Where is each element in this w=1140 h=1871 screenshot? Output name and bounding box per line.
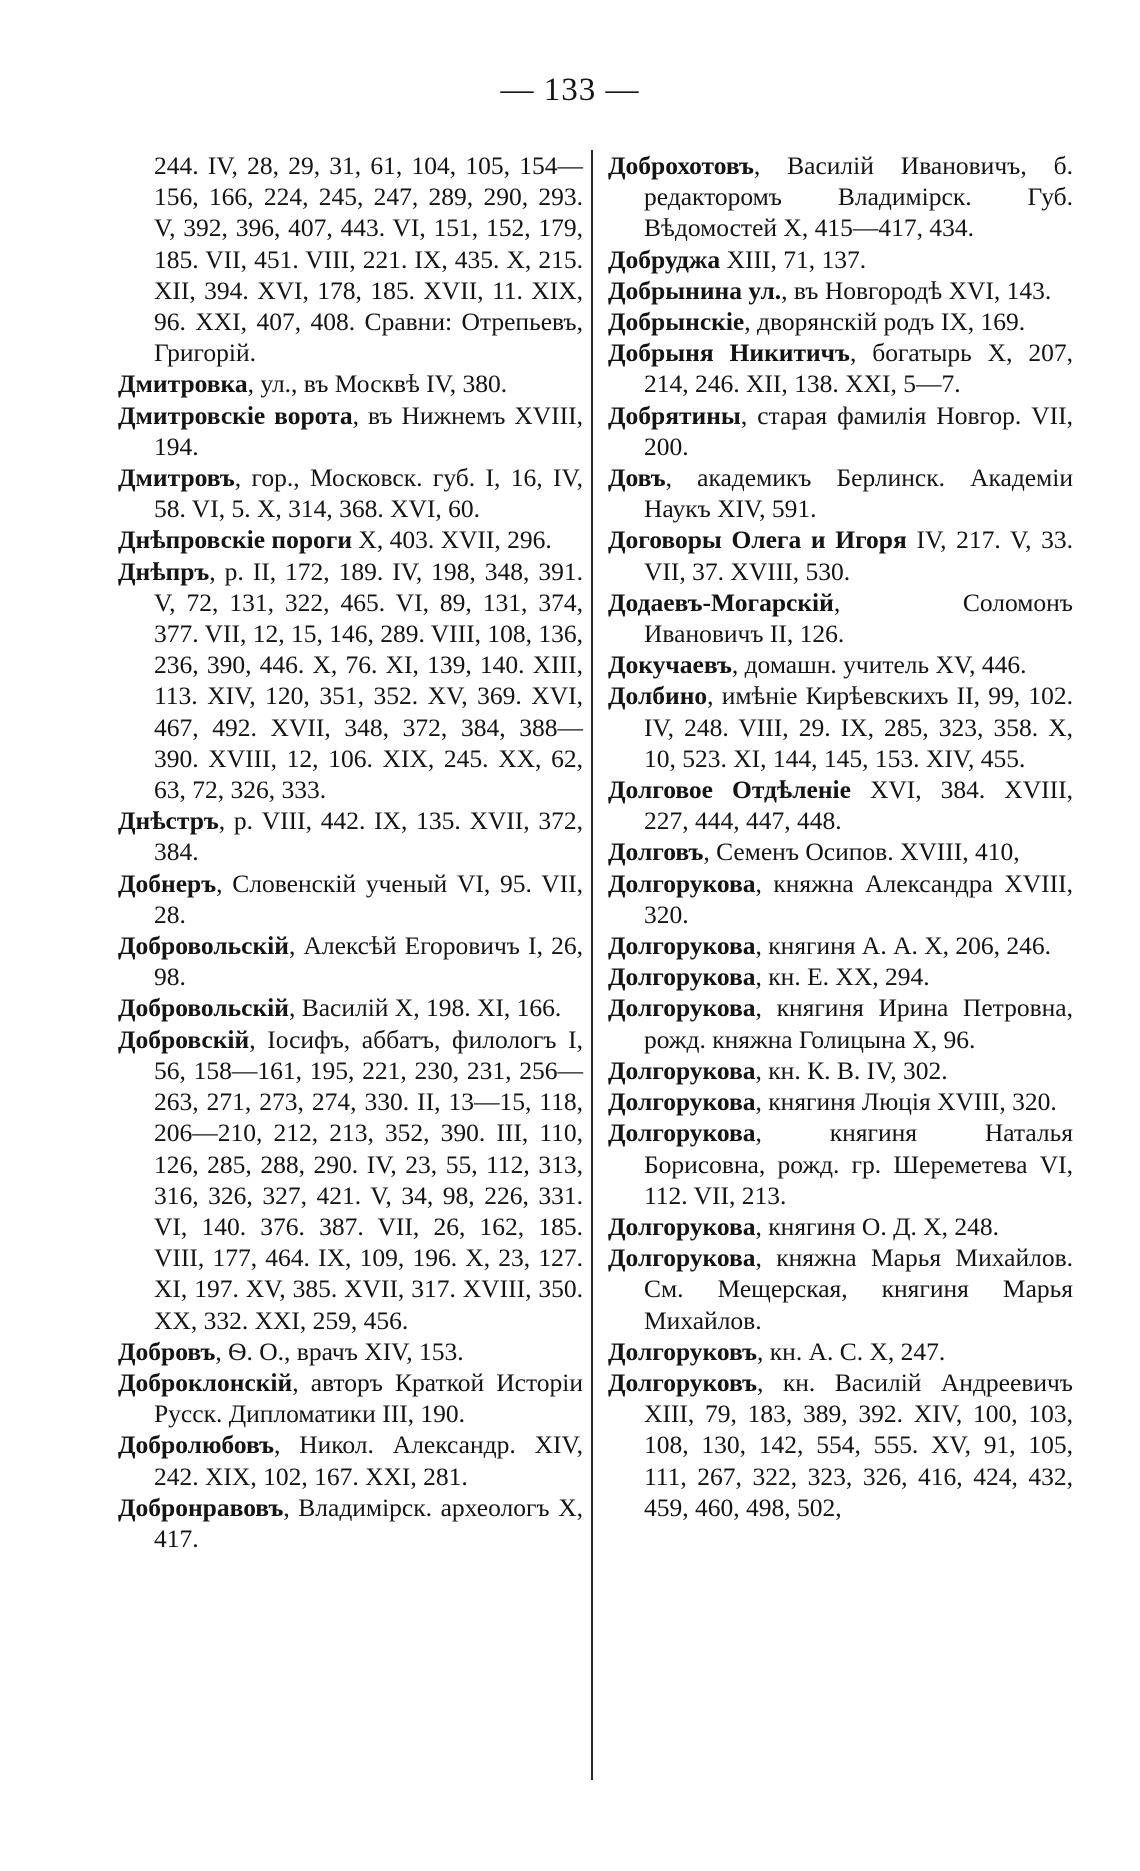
- entry-references: , гор., Московск. губ. I, 16, IV, 58. VI, 5. X, 314, 368. XVI, 60.: [154, 463, 583, 524]
- entry-heading: Долгорукова: [608, 1243, 756, 1273]
- index-entry: [118, 524, 583, 555]
- entry-references: , кн. А. С. X, 247.: [757, 1336, 946, 1366]
- index-entry: [118, 1367, 583, 1429]
- entry-heading: Добронравовъ: [118, 1492, 284, 1522]
- index-entry: [118, 462, 583, 524]
- entry-heading: Добровольскій: [118, 931, 289, 961]
- index-entry: [118, 400, 583, 462]
- index-entry: [118, 1336, 583, 1367]
- entry-heading: Днѣпровскіе пороги: [118, 525, 353, 555]
- entry-heading: Долговъ: [608, 837, 704, 867]
- right-column: [608, 150, 1073, 1523]
- entry-heading: Добровскій: [118, 1024, 250, 1054]
- entry-heading: Долгорукова: [608, 931, 756, 961]
- index-entry: [608, 587, 1073, 649]
- index-entry: [608, 868, 1073, 930]
- entry-references: , старая фамилія Новгор. VII, 200.: [644, 400, 1073, 461]
- entry-heading: Долгорукова: [608, 1118, 756, 1148]
- entry-references: X, 403. XVII, 296.: [352, 525, 552, 555]
- entry-heading: Долговое Отдѣленіе: [608, 775, 851, 805]
- entry-heading: Долгорукова: [608, 868, 756, 898]
- entry-heading: Добруджа: [608, 244, 721, 274]
- index-entry: [608, 462, 1073, 524]
- entry-references: , Словенскій ученый VI, 95. VII, 28.: [154, 868, 583, 929]
- entry-heading: Долгорукова: [608, 1211, 756, 1241]
- index-entry: [608, 1211, 1073, 1242]
- index-entry: [608, 150, 1073, 244]
- entry-heading: Довъ: [608, 463, 666, 493]
- entry-heading: Долгоруковъ: [608, 1367, 758, 1397]
- index-entry: [118, 1492, 583, 1554]
- index-entry: [608, 244, 1073, 275]
- entry-references: , въ Нижнемъ XVIII, 194.: [154, 400, 583, 461]
- entry-heading: Добрынскіе: [608, 307, 745, 337]
- index-entry: [118, 992, 583, 1023]
- entry-references: 244. IV, 28, 29, 31, 61, 104, 105, 154—156, 166, 224, 245, 247, 289, 290, 293. V, 392, 396, 407, 443. VI, 151, 152, 179, 185. VII, 451. VIII, 221. IX, 435. X, 215. XII, 394. XVI, 178, 185. XVII, 11. XIX, 96. XXI, 407, 408. Сравни: Отрепьевъ, Григорій.: [154, 151, 583, 368]
- entry-heading: Долбино: [608, 681, 708, 711]
- index-entry: [118, 805, 583, 867]
- entry-heading: Доброклонскій: [118, 1367, 293, 1397]
- index-entry: [118, 368, 583, 399]
- entry-references: , р. II, 172, 189. IV, 198, 348, 391. V, 72, 131, 322, 465. VI, 89, 131, 374, 377. VII, 12, 15, 146, 289. VIII, 108, 136, 236, 390, 446. X, 76. XI, 139, 140. XIII, 113. XIV, 120, 351, 352. XV, 369. XVI, 467, 492. XVII, 348, 372, 384, 388—390. XVIII, 12, 106. XIX, 245. XX, 62, 63, 72, 326, 333.: [154, 556, 583, 805]
- entry-references: XIII, 71, 137.: [720, 244, 867, 274]
- entry-references: XVI, 384. XVIII, 227, 444, 447, 448.: [644, 775, 1073, 836]
- index-entry: [608, 649, 1073, 680]
- index-entry: [118, 1429, 583, 1491]
- index-entry: [608, 337, 1073, 399]
- index-entry: [118, 556, 583, 806]
- index-entry: [608, 1055, 1073, 1086]
- entry-references: , Соломонъ Ивановичъ II, 126.: [644, 587, 1073, 649]
- entry-references: , ул., въ Москвѣ IV, 380.: [247, 369, 508, 399]
- entry-references: , княжна Марья Михайлов. См. Мещерская, княгиня Марья Михайлов.: [644, 1243, 1073, 1335]
- entry-references: , академикъ Берлинск. Академіи Наукъ XIV, 591.: [644, 463, 1073, 524]
- entry-heading: Дмитровка: [118, 369, 248, 399]
- index-entry: [608, 774, 1073, 836]
- entry-heading: Долгорукова: [608, 993, 756, 1023]
- entry-heading: Долгоруковъ: [608, 1336, 758, 1366]
- entry-references: , Никол. Александр. XIV, 242. XIX, 102, 167. XXI, 281.: [154, 1430, 583, 1491]
- entry-heading: Днѣпръ: [118, 556, 210, 586]
- index-entry: [608, 836, 1073, 867]
- index-entry: [608, 992, 1073, 1054]
- entry-heading: Добрыня Никитичъ: [608, 338, 850, 368]
- index-entry: [608, 961, 1073, 992]
- entry-heading: Дмитровъ: [118, 463, 235, 493]
- entry-heading: Добровольскій: [118, 993, 289, 1023]
- entry-references: , богатырь X, 207, 214, 246. XII, 138. XXI, 5—7.: [644, 338, 1073, 399]
- index-entry: [608, 306, 1073, 337]
- index-entry: [608, 1367, 1073, 1523]
- index-entry: [608, 524, 1073, 586]
- entry-references: , Іосифъ, аббатъ, филологъ I, 56, 158—161, 195, 221, 230, 231, 256—263, 271, 273, 274, 330. II, 13—15, 118, 206—210, 212, 213, 352, 390. III, 110, 126, 285, 288, 290. IV, 23, 55, 112, 313, 316, 326, 327, 421. V, 34, 98, 226, 331. VI, 140. 376. 387. VII, 26, 162, 185. VIII, 177, 464. IX, 109, 196. X, 23, 127. XI, 197. XV, 385. XVII, 317. XVIII, 350. XX, 332. XXI, 259, 456.: [154, 1024, 583, 1335]
- entry-heading: Добровъ: [118, 1336, 216, 1366]
- entry-references: , Алексѣй Егоровичъ I, 26, 98.: [154, 931, 583, 992]
- entry-heading: Добрынина ул.: [608, 275, 782, 305]
- entry-heading: Добрятины: [608, 400, 741, 430]
- entry-references: , авторъ Краткой Исторіи Русск. Дипломатики III, 190.: [154, 1367, 583, 1429]
- index-entry: [118, 150, 583, 368]
- index-entry: [608, 680, 1073, 774]
- entry-references: , Владимірск. археологъ X, 417.: [154, 1492, 583, 1553]
- entry-heading: Договоры Олега и Игоря: [608, 525, 907, 555]
- entry-references: , имѣніе Кирѣевскихъ II, 99, 102. IV, 248. VIII, 29. IX, 285, 323, 358. X, 10, 523. XI, 144, 145, 153. XIV, 455.: [644, 681, 1073, 773]
- entry-heading: Долгорукова: [608, 962, 756, 992]
- entry-references: , въ Новгородѣ XVI, 143.: [781, 275, 1052, 305]
- entry-heading: Доброхотовъ: [608, 151, 754, 180]
- entry-heading: Добролюбовъ: [118, 1430, 274, 1460]
- entry-references: , Ѳ. О., врачъ XIV, 153.: [215, 1336, 464, 1366]
- entry-references: , Василій Ивановичъ, б. редакторомъ Владимірск. Губ. Вѣдомостей X, 415—417, 434.: [644, 151, 1073, 243]
- index-entry: [608, 1336, 1073, 1367]
- entry-references: , княгиня О. Д. X, 248.: [755, 1211, 1000, 1241]
- entry-heading: Долгорукова: [608, 1087, 756, 1117]
- index-entry: [118, 1024, 583, 1336]
- entry-heading: Добнеръ: [118, 868, 217, 898]
- entry-references: , княгиня Наталья Борисовна, рожд. гр. Шереметева VI, 112. VII, 213.: [644, 1118, 1073, 1210]
- index-entry: [608, 400, 1073, 462]
- entry-heading: Долгорукова: [608, 1055, 756, 1085]
- entry-references: , княгиня Ирина Петровна, рожд. княжна Голицына X, 96.: [644, 993, 1073, 1054]
- index-entry: [608, 275, 1073, 306]
- index-entry: [608, 1117, 1073, 1211]
- entry-references: , Василій X, 198. XI, 166.: [288, 993, 562, 1023]
- entry-references: , княгиня Люція XVIII, 320.: [755, 1087, 1057, 1117]
- entry-references: , кн. К. В. IV, 302.: [755, 1055, 948, 1085]
- entry-references: , княжна Александра XVIII, 320.: [644, 868, 1073, 929]
- entry-references: , кн. Василій Андреевичъ XIII, 79, 183, 389, 392. XIV, 100, 103, 108, 130, 142, 554, 555. XV, 91, 105, 111, 267, 322, 323, 326, 416, 424, 432, 459, 460, 498, 502,: [644, 1367, 1073, 1522]
- index-entry: [608, 930, 1073, 961]
- entry-references: , дворянскій родъ IX, 169.: [744, 307, 1026, 337]
- entry-heading: Докучаевъ: [608, 650, 732, 680]
- entry-references: , княгиня А. А. X, 206, 246.: [755, 931, 1052, 961]
- entry-heading: Дмитровскіе ворота: [118, 400, 353, 430]
- index-entry: [118, 868, 583, 930]
- index-entry: [608, 1242, 1073, 1336]
- entry-references: , кн. Е. XX, 294.: [755, 962, 930, 992]
- column-divider: [591, 150, 593, 1780]
- entry-references: , р. VIII, 442. IX, 135. XVII, 372, 384.: [154, 806, 583, 867]
- entry-references: IV, 217. V, 33. VII, 37. XVIII, 530.: [644, 525, 1074, 586]
- index-entry: [608, 1086, 1073, 1117]
- entry-heading: Днѣстръ: [118, 806, 219, 836]
- entry-heading: Додаевъ-Могарскій: [608, 587, 834, 617]
- page-number: — 133 —: [500, 72, 640, 108]
- index-entry: [118, 930, 583, 992]
- left-column: [118, 150, 583, 1554]
- entry-references: , Семенъ Осипов. XVIII, 410,: [703, 837, 1020, 867]
- entry-references: , домашн. учитель XV, 446.: [731, 650, 1027, 680]
